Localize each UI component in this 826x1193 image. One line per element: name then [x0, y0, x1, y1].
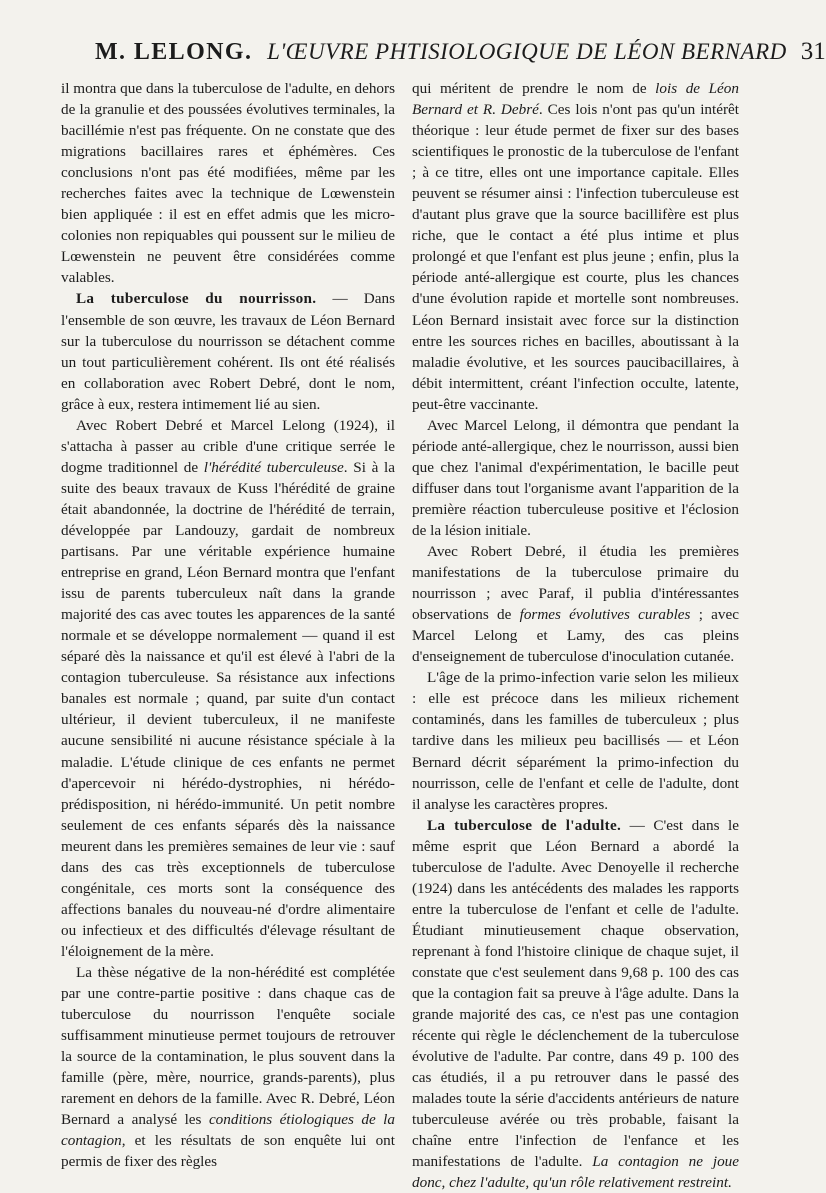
paragraph-text: , et les résultats de son enquête lui ont permis de fixer des règles [61, 1132, 395, 1171]
paragraph-text: — Dans l'ensemble de son œuvre, les travaux de Léon Bernard sur la tuberculose du nourrisson se détachent comme un tout particulièrement cohérent. Ils ont été réalisés en collaboration avec Robert Debré, dont le nom, grâce à eux, restera intimement lié au sien. [61, 290, 395, 413]
paragraph-text: Avec Robert Debré, il étudia les premières manifestations de la tuberculose primaire du nourrisson ; avec Paraf, il publia d'intéressantes observations de [412, 543, 739, 624]
page-number: 31 [800, 38, 826, 65]
emphasis-text: l'hérédité tuberculeuse [203, 458, 344, 476]
running-head [95, 38, 826, 78]
paragraph [412, 78, 739, 415]
right-column [412, 78, 739, 1193]
left-column [61, 78, 395, 1172]
paragraph-text: La thèse négative de la non-hérédité est complétée par une contre-partie positive : dans chaque cas de tuberculose du nourrisson l'enquête sociale suffisamment minutieuse permet toujours de retrouver la source de la contamination, le plus souvent dans la famille (père, mère, nourrice, grands-parents), plus rarement en dehors de la famille. Avec R. Debré, Léon Bernard a analysé les [61, 963, 395, 1129]
paragraph-text: il montra que dans la tuberculose de l'adulte, en dehors de la granulie et des poussées évolutives terminales, la bacillémie n'est pas fréquente. On ne constate que des migrations bacillaires rares et éphémères. Ces conclusions n'ont pas été modifiées, même par les recherches faites avec la technique de Lœwenstein bien appliquée : il est en effet admis que les micro-colonies non repiquables qui poussent sur le milieu de Lœwenstein ne peuvent être considérées comme valables. [61, 80, 395, 287]
paragraph [61, 415, 395, 962]
paragraph [61, 78, 395, 288]
emphasis-text: La contagion ne joue donc, chez l'adulte, qu'un rôle relativement restreint. [412, 1153, 739, 1192]
emphasis-text: conditions étiologiques de la contagion [61, 1111, 395, 1150]
paragraph-text: Avec Marcel Lelong, il démontra que pendant la période anté-allergique, chez le nourrisson, aussi bien que chez l'animal d'expérimentation, le bacille peut diffuser dans tout l'organisme avant l'apparition de la première réaction tuberculeuse positive et l'éclosion de la lésion initiale. [412, 416, 739, 539]
paragraph [412, 541, 739, 667]
section-heading-nourrisson: La tuberculose du nourrisson. [76, 290, 317, 308]
running-head-title [95, 38, 787, 66]
paragraph-text: L'âge de la primo-infection varie selon les milieux : elle est précoce dans les milieux richement contaminés, dans les familles de tuberculeux ; plus tardive dans les milieux peu bacillisés — et Léon Bernard décrit séparément la primo-infection du nourrisson, celle de l'enfant et celle de l'adulte, dont il analyse les caractères propres. [412, 669, 739, 813]
work-title: L'ŒUVRE PHTISIOLOGIQUE DE LÉON BERNARD [267, 39, 787, 64]
author-name: M. LELONG. [95, 39, 253, 65]
paragraph-text: ; avec Marcel Lelong et Lamy, des cas pleins d'enseignement de tuberculose d'inoculation cutanée. [412, 606, 739, 666]
paragraph-text: . Si à la suite des beaux travaux de Kuss l'hérédité de graine était abandonnée, la doctrine de l'hérédité de terrain, développée par Landouzy, gardait de nombreux partisans. Par une véritable expérience humaine entreprise en grand, Léon Bernard montra que l'enfant issu de parents tuberculeux naît dans la grande majorité des cas avec toutes les apparences de la santé normale et se développe normalement — quand il est séparé dès la naissance et qu'il est élevé à l'abri de la contagion tuberculeuse. Sa résistance aux infections banales est normale ; quand, par suite d'un contact ultérieur, il devient tuberculeux, il ne manifeste aucune sensibilité ni aucune résistance spéciale à la maladie. L'étude clinique de ces enfants ne permet d'apercevoir ni hérédo-dystrophies, ni hérédo-prédisposition, ni hérédo-immunité. Un petit nombre seulement de ces enfants séparés dès la naissance meurent dans les premières semaines de leur vie : sauf dans des cas très exceptionnels de tuberculose congénitale, ces morts sont la conséquence des affections banales du nouveau-né d'ordre alimentaire ou infectieux et des difficultés d'élevage résultant de l'éloignement de la mère. [61, 458, 396, 960]
paragraph [412, 667, 739, 814]
emphasis-text: formes évolutives curables [519, 606, 691, 624]
paragraph-text: Avec Robert Debré et Marcel Lelong (1924), il s'attacha à passer au crible d'une critique serrée le dogme traditionnel de [61, 416, 395, 476]
section-paragraph-nourrisson [61, 288, 395, 414]
section-heading-adulte: La tuberculose de l'adulte. [427, 816, 622, 834]
paragraph-text: — C'est dans le même esprit que Léon Bernard a abordé la tuberculose de l'adulte. Avec Denoyelle il recherche (1924) dans les antécédents des malades les rapports entre la tuberculose de l'enfant et celle de l'adulte. Étudiant minutieusement chaque observation, reprenant à fond l'histoire clinique de chaque sujet, il constate que c'est seulement dans 9,68 p. 100 des cas que la contagion fait sa preuve à l'âge adulte. Dans la grande majorité des cas, ce n'est pas une contagion récente qui règle le déclenchement de la tuberculose évolutive de l'adulte. Par contre, dans 49 p. 100 des cas étudiés, il a pu retrouver dans le passé des malades toute la série d'accidents antérieurs de nature tuberculeuse avérée ou très probable, faisant la chaîne entre l'infection de l'enfance et les manifestations de l'adulte. [412, 816, 739, 1171]
paragraph [412, 415, 739, 541]
paragraph [61, 962, 395, 1172]
emphasis-text: lois de Léon Bernard et R. Debré [412, 80, 739, 119]
section-paragraph-adulte [412, 815, 739, 1193]
paragraph-text: . Ces lois n'ont pas qu'un intérêt théorique : leur étude permet de fixer sur des bases scientifiques le pronostic de la tuberculose de l'enfant ; à ce titre, elles ont une importance capitale. Elles peuvent se résumer ainsi : l'infection tuberculeuse est d'autant plus grave que la source bacillifère est plus riche, que le contact a été plus intime et plus prolongé et que l'enfant est plus jeune ; enfin, plus la période anté-allergique est courte, plus les chances d'une évolution rapide et mortelle sont nombreuses. Léon Bernard insistait avec force sur la distinction entre les sources riches en bacilles, aboutissant à la maladie évolutive, et les sources paucibacillaires, à débit intermittent, créant l'infection occulte, latente, peut-être vaccinante. [412, 101, 739, 413]
paragraph-text: qui méritent de prendre le nom de [412, 80, 656, 97]
